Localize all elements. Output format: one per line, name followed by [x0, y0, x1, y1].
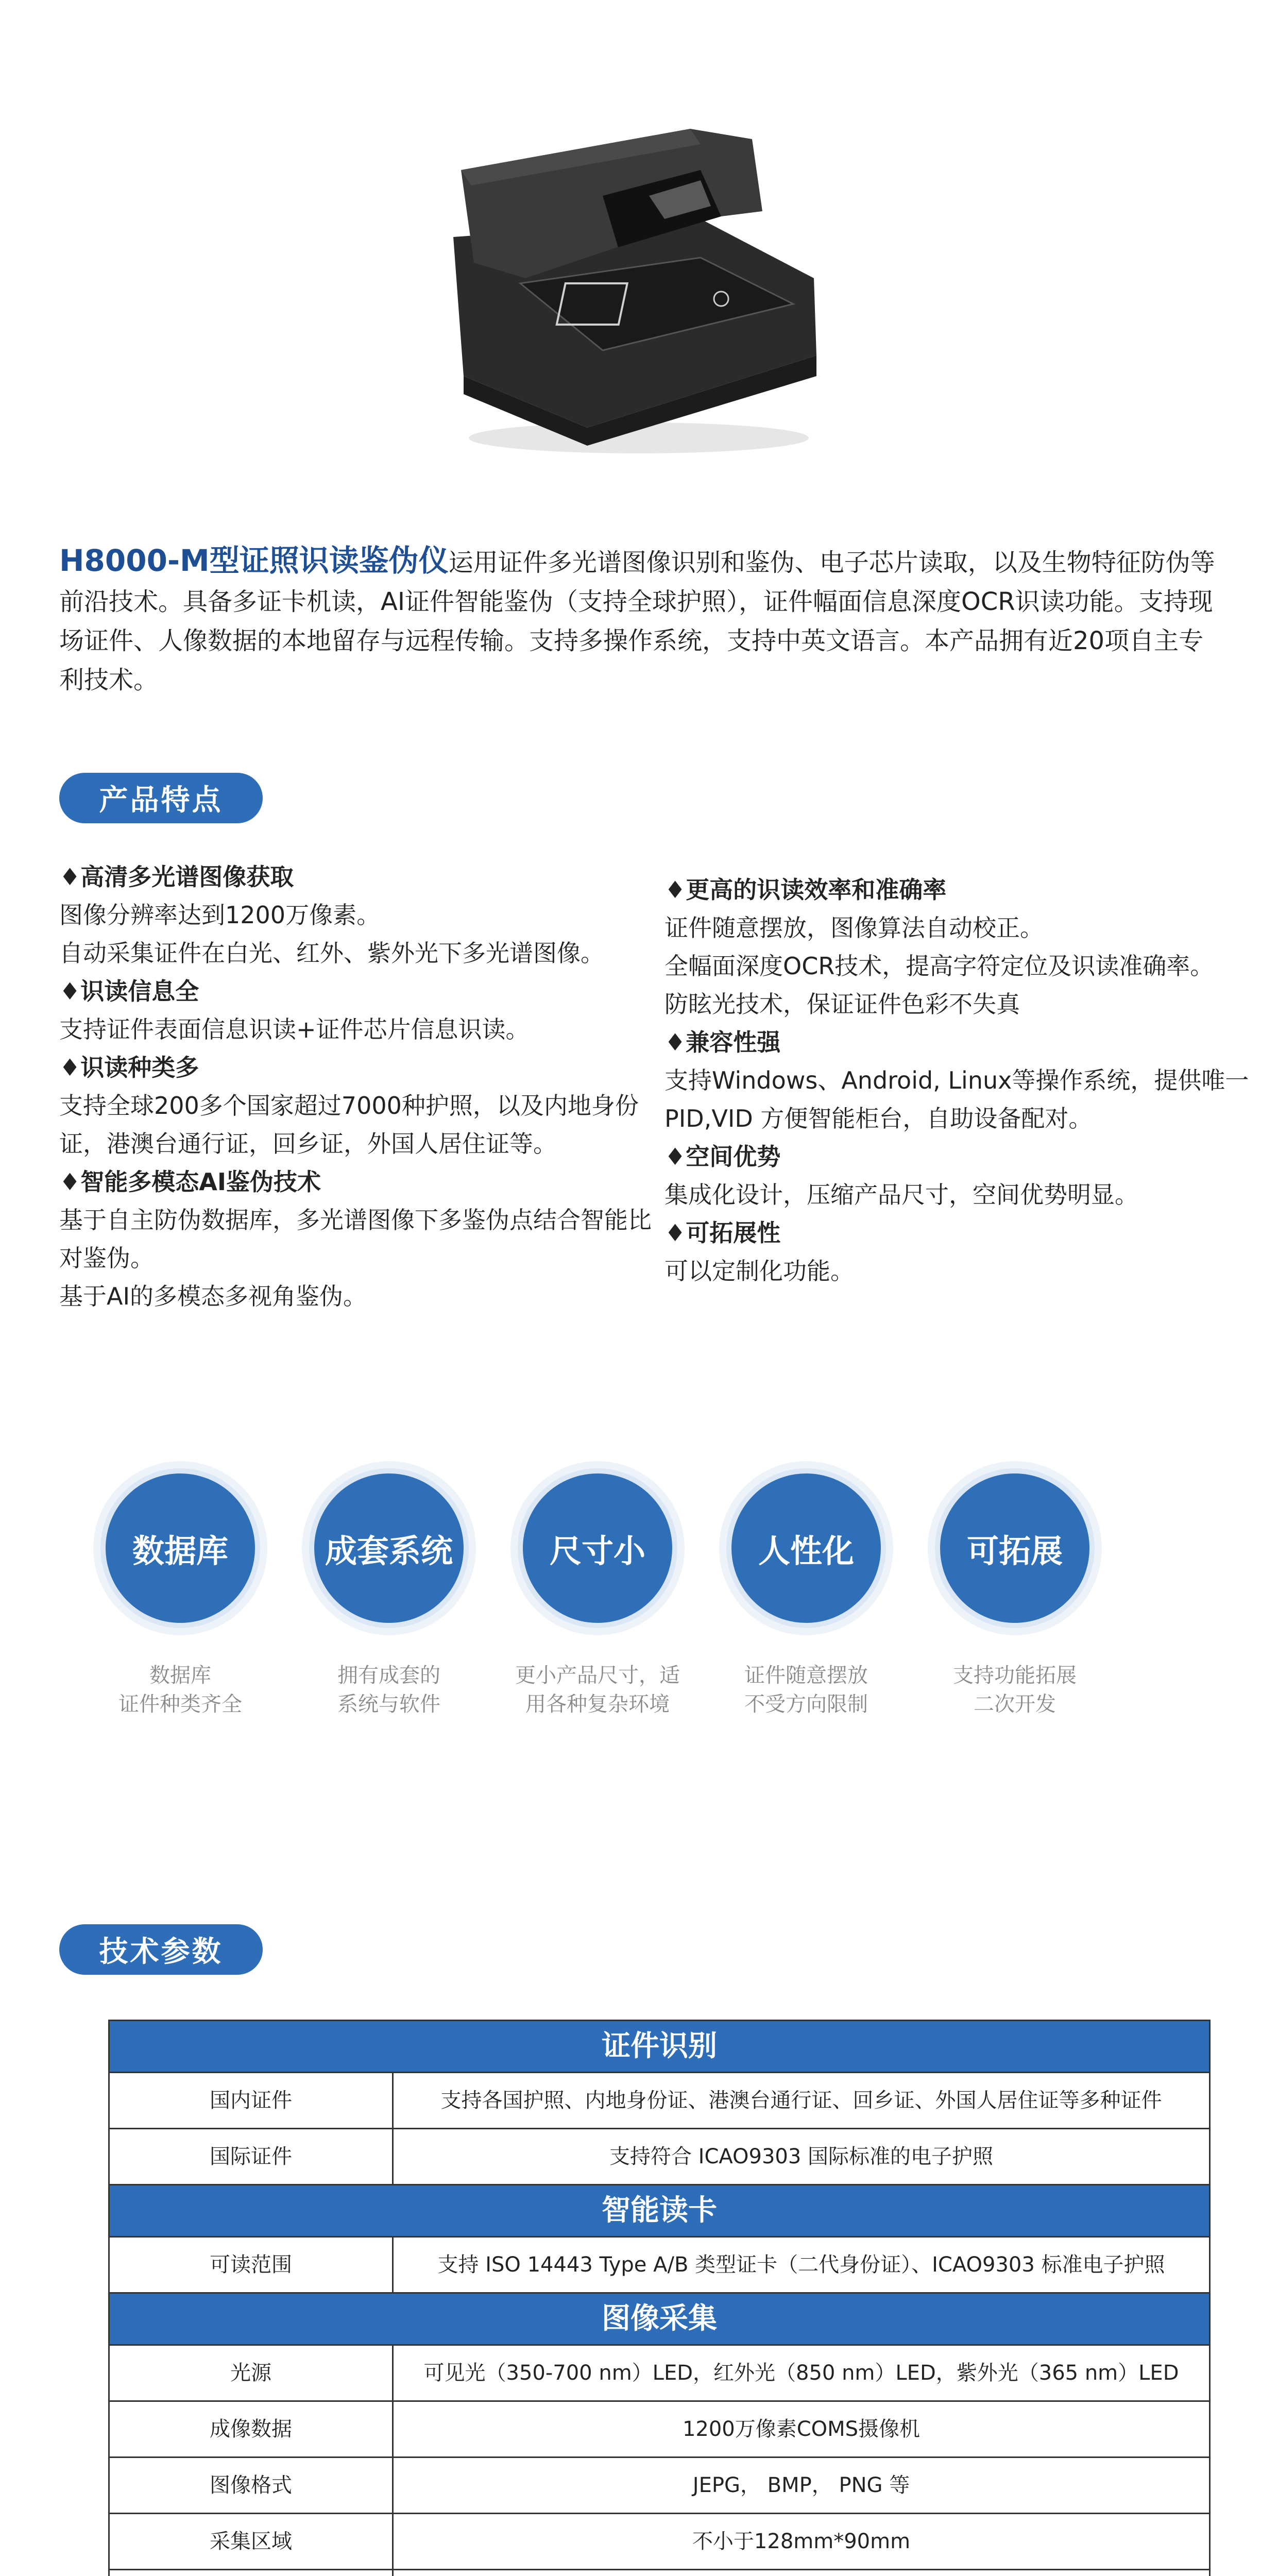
spec-value: 不小于128mm*90mm [393, 2514, 1210, 2570]
spec-value: JEPG， BMP， PNG 等 [393, 2458, 1210, 2514]
spec-label: 国内证件 [109, 2073, 393, 2129]
spec-row [109, 2237, 1210, 2293]
spec-section-row [109, 2293, 1210, 2345]
spec-section-row [109, 2021, 1210, 2073]
spec-value: 支持各国护照、内地身份证、港澳台通行证、回乡证、外国人居住证等多种证件 [393, 2073, 1210, 2129]
badge-caption: 更小产品尺寸，适 用各种复杂环境 [515, 1664, 680, 1716]
feature-heading: ♦智能多模态AI鉴伪技术 [59, 1168, 321, 1196]
badge-label: 人性化 [758, 1532, 854, 1570]
spec-row [109, 2570, 1210, 2576]
features-section-title: 产品特点 [59, 773, 263, 823]
badge-label: 数据库 [132, 1532, 228, 1570]
feature-badge [489, 1468, 706, 1719]
feature-heading: ♦空间优势 [664, 1143, 781, 1171]
feature-text: 支持Windows、Android, Linux等操作系统，提供唯一PID,VID 方便智能柜台，自助设备配对。 [664, 1066, 1249, 1132]
features-right-column [664, 871, 1252, 1290]
spec-table [108, 2020, 1211, 2576]
spec-value [393, 2570, 1210, 2576]
feature-heading: ♦可拓展性 [664, 1219, 781, 1247]
specs-section-title: 技术参数 [59, 1924, 263, 1975]
feature-text: 证件随意摆放，图像算法自动校正。 [664, 914, 1044, 942]
badge-label: 尺寸小 [549, 1532, 645, 1570]
feature-text: 防眩光技术，保证证件色彩不失真 [664, 990, 1020, 1018]
spec-value: 1200万像素COMS摄像机 [393, 2401, 1210, 2458]
feature-text: 自动采集证件在白光、红外、紫外光下多光谱图像。 [59, 939, 604, 967]
feature-badge [72, 1468, 288, 1719]
badge-circle [935, 1468, 1095, 1628]
spec-label [109, 2570, 393, 2576]
spec-row [109, 2401, 1210, 2458]
feature-heading: ♦识读信息全 [59, 977, 199, 1005]
feature-text: 支持全球200多个国家超过7000种护照，以及内地身份证，港澳台通行证，回乡证，外国人居住证等。 [59, 1092, 639, 1158]
device-photo [433, 108, 834, 464]
badge-caption: 拥有成套的 系统与软件 [337, 1664, 440, 1716]
spec-row [109, 2073, 1210, 2129]
feature-heading: ♦更高的识读效率和准确率 [664, 876, 947, 904]
feature-text: 全幅面深度OCR技术，提高字符定位及识读准确率。 [664, 952, 1214, 980]
spec-value: 可见光（350-700 nm）LED，红外光（850 nm）LED，紫外光（365 nm）LED [393, 2345, 1210, 2401]
feature-text: 集成化设计，压缩产品尺寸，空间优势明显。 [664, 1181, 1138, 1209]
feature-text: 基于自主防伪数据库，多光谱图像下多鉴伪点结合智能比对鉴伪。 [59, 1206, 652, 1272]
feature-badge [698, 1468, 914, 1719]
feature-text: 图像分辨率达到1200万像素。 [59, 901, 381, 929]
product-name: H8000-M型证照识读鉴伪仪 [59, 543, 449, 578]
spec-label: 光源 [109, 2345, 393, 2401]
badge-caption: 数据库 证件种类齐全 [118, 1664, 242, 1716]
spec-row [109, 2129, 1210, 2185]
spec-value: 支持符合 ICAO9303 国际标准的电子护照 [393, 2129, 1210, 2185]
badge-circle [309, 1468, 469, 1628]
badge-label: 可拓展 [966, 1532, 1063, 1570]
feature-heading: ♦高清多光谱图像获取 [59, 863, 294, 891]
badge-caption: 支持功能拓展 二次开发 [953, 1664, 1077, 1716]
spec-label: 可读范围 [109, 2237, 393, 2293]
spec-value: 支持 ISO 14443 Type A/B 类型证卡（二代身份证）、ICAO9303 标准电子护照 [393, 2237, 1210, 2293]
badge-caption: 证件随意摆放 不受方向限制 [744, 1664, 868, 1716]
badge-label: 成套系统 [325, 1532, 453, 1570]
intro-paragraph [59, 541, 1218, 700]
feature-badge [281, 1468, 497, 1719]
spec-label: 成像数据 [109, 2401, 393, 2458]
spec-row [109, 2514, 1210, 2570]
intro-text: 运用证件多光谱图像识别和鉴伪、电子芯片读取，以及生物特征防伪等前沿技术。具备多证卡机读，AI证件智能鉴伪（支持全球护照），证件幅面信息深度OCR识读功能。支持现场证件、人像数据的本地留存与远程传输。支持多操作系统，支持中英文语言。本产品拥有近20项自主专利技术。 [59, 548, 1215, 694]
badge-circle [726, 1468, 886, 1628]
badge-circle [518, 1468, 677, 1628]
spec-section-title: 证件识别 [109, 2021, 1210, 2073]
badge-circle [100, 1468, 260, 1628]
spec-row [109, 2345, 1210, 2401]
feature-heading: ♦兼容性强 [664, 1028, 781, 1056]
spec-section-row [109, 2185, 1210, 2237]
spec-section-title: 智能读卡 [109, 2185, 1210, 2237]
spec-label: 国际证件 [109, 2129, 393, 2185]
feature-badge [907, 1468, 1123, 1719]
features-left-column [59, 858, 662, 1315]
spec-label: 采集区域 [109, 2514, 393, 2570]
feature-text: 基于AI的多模态多视角鉴伪。 [59, 1282, 367, 1310]
spec-row [109, 2458, 1210, 2514]
spec-section-title: 图像采集 [109, 2293, 1210, 2345]
spec-label: 图像格式 [109, 2458, 393, 2514]
feature-text: 支持证件表面信息识读+证件芯片信息识读。 [59, 1015, 530, 1043]
feature-heading: ♦识读种类多 [59, 1054, 199, 1081]
feature-text: 可以定制化功能。 [664, 1257, 854, 1285]
